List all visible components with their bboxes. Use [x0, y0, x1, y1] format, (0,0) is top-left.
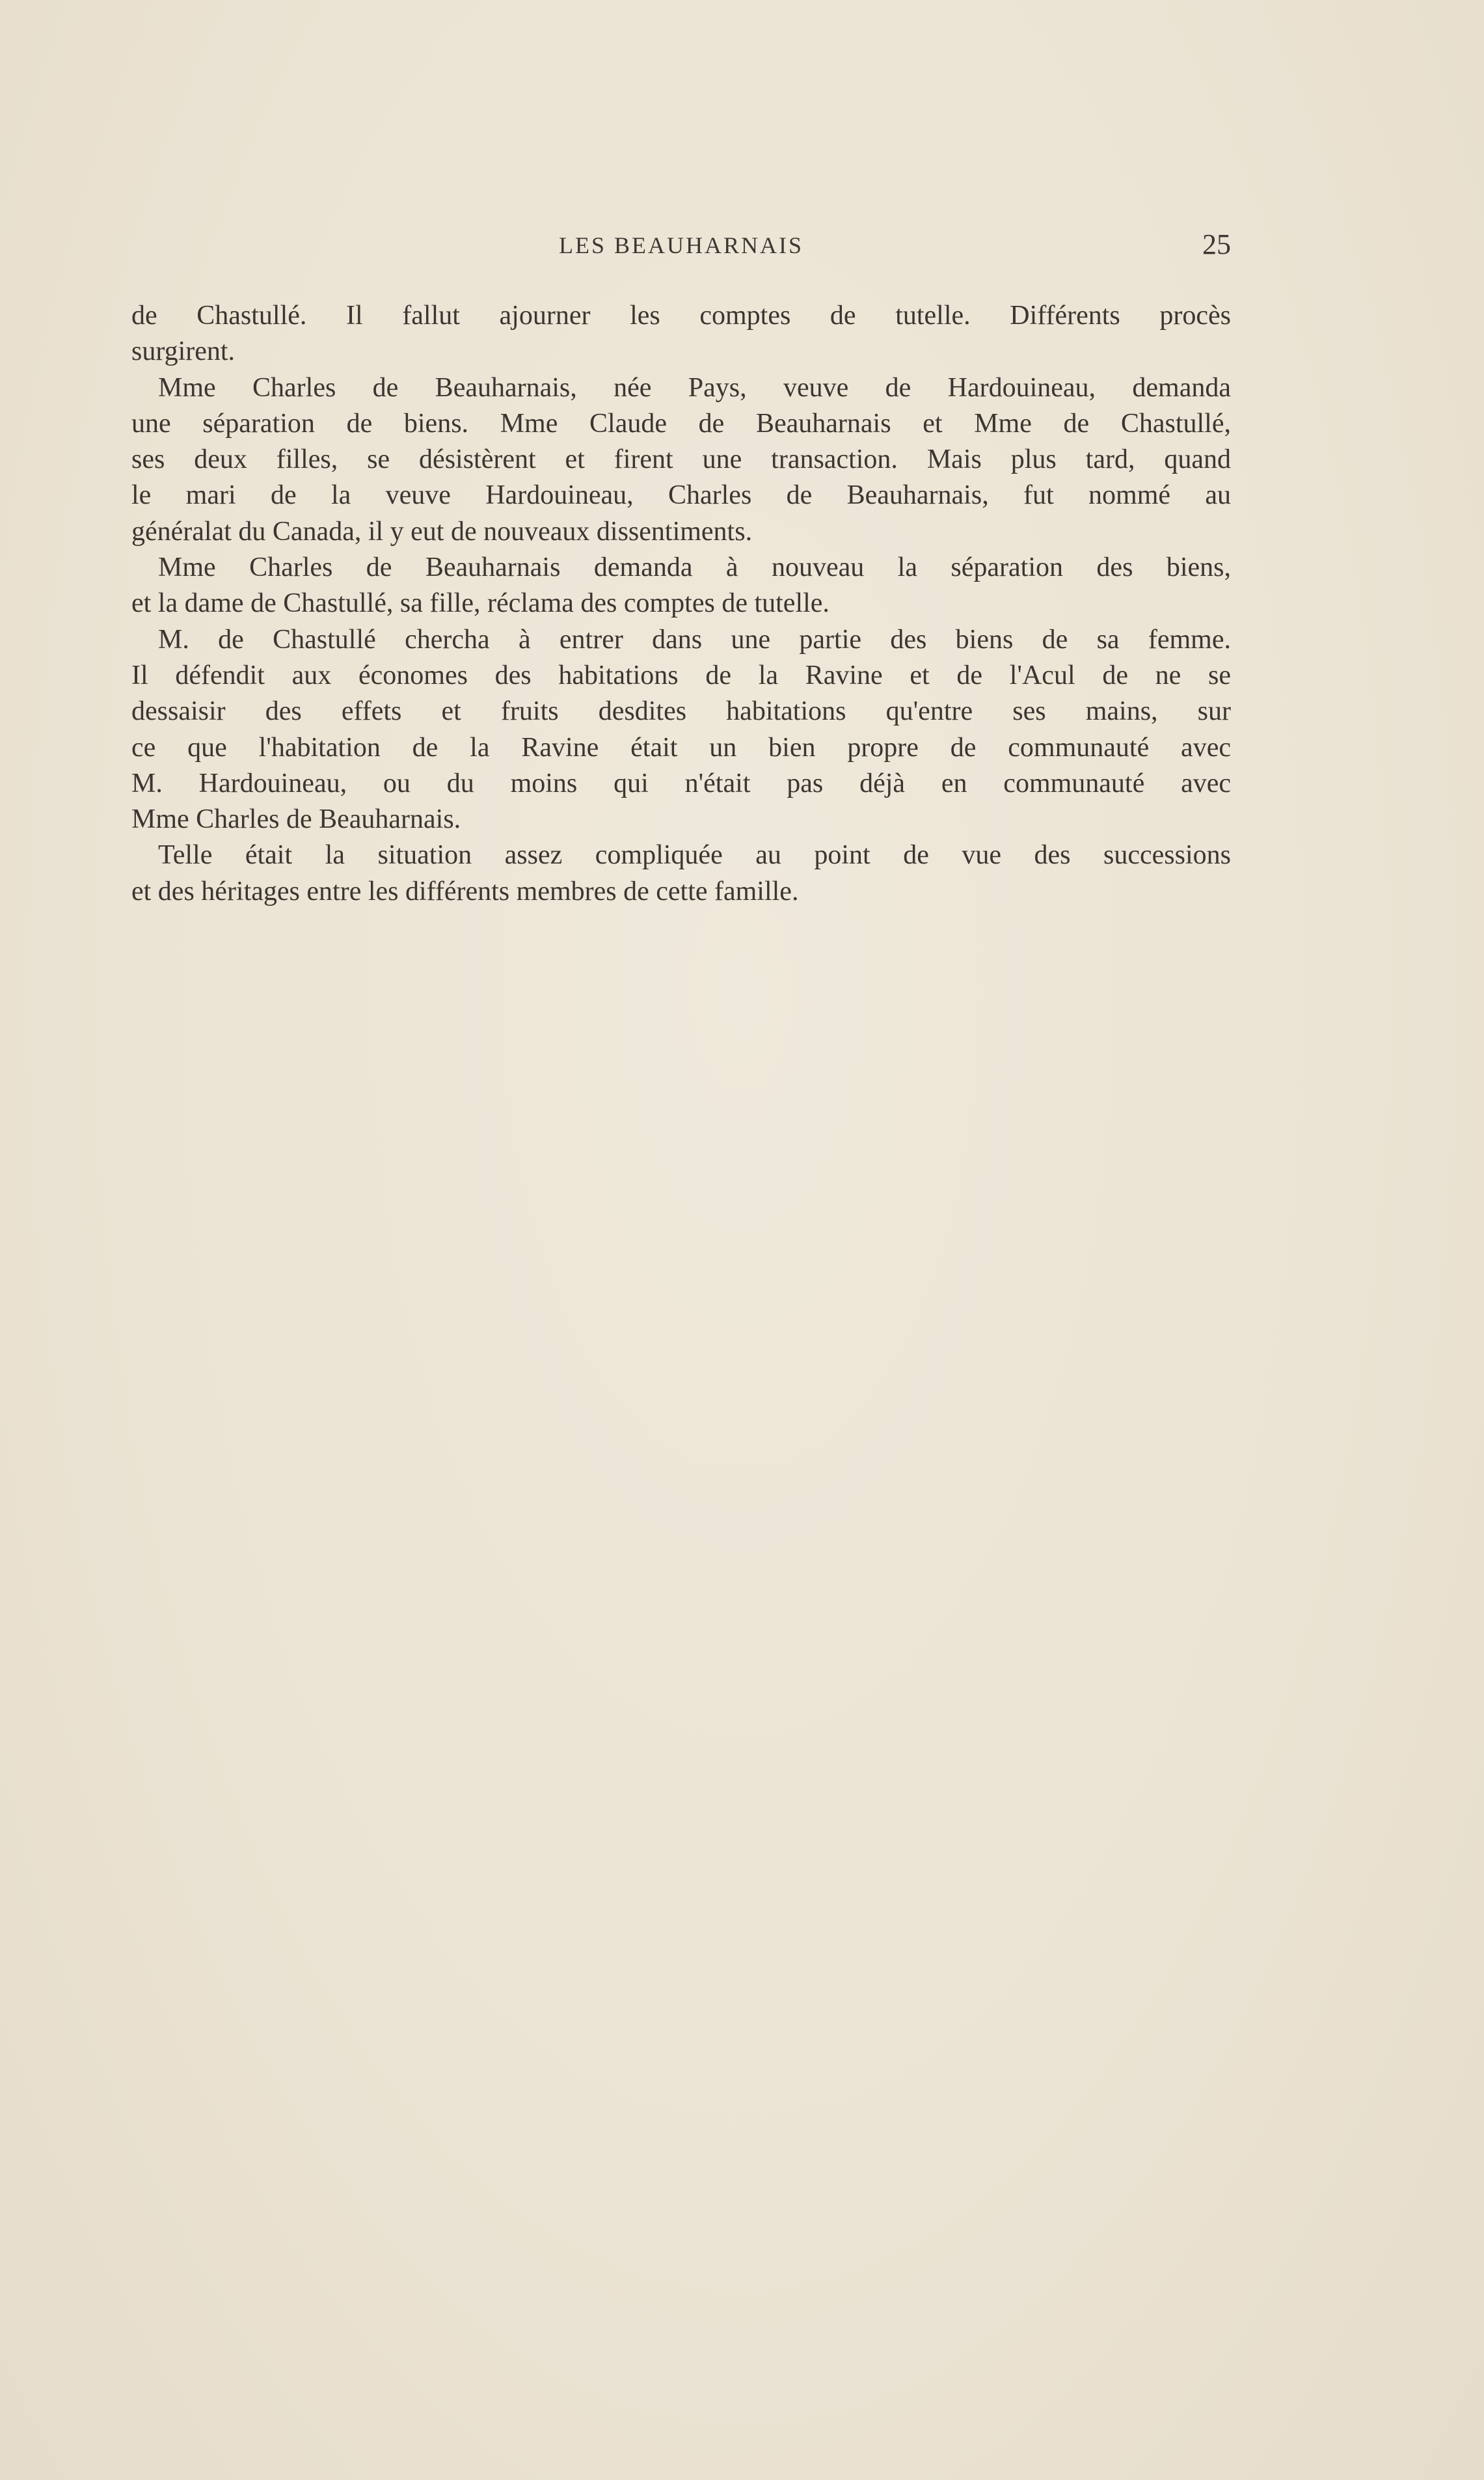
text-line: dessaisir des effets et fruits desdites habitations qu'entre ses mains, sur	[131, 696, 1231, 727]
paragraph	[131, 298, 1231, 370]
running-header	[131, 229, 1231, 262]
paragraph	[131, 622, 1231, 838]
body-text	[131, 298, 1231, 910]
paragraph	[131, 838, 1231, 910]
text-line: et la dame de Chastullé, sa fille, réclama des comptes de tutelle.	[131, 588, 830, 619]
text-line: une séparation de biens. Mme Claude de Beauharnais et Mme de Chastullé,	[131, 408, 1231, 439]
text-line: M. Hardouineau, ou du moins qui n'était pas déjà en communauté avec	[131, 768, 1231, 798]
text-line: M. de Chastullé chercha à entrer dans une partie des biens de sa femme.	[158, 624, 1231, 655]
paragraph	[131, 370, 1231, 550]
text-line: ses deux filles, se désistèrent et firent une transaction. Mais plus tard, quand	[131, 444, 1231, 475]
paragraph	[131, 550, 1231, 622]
text-line: de Chastullé. Il fallut ajourner les comptes de tutelle. Différents procès	[131, 301, 1231, 331]
text-line: Mme Charles de Beauharnais, née Pays, veuve de Hardouineau, demanda	[158, 372, 1231, 403]
text-line: généralat du Canada, il y eut de nouveaux dissentiments.	[131, 516, 753, 547]
text-line: Mme Charles de Beauharnais.	[131, 804, 461, 835]
page-number: 25	[1202, 228, 1231, 260]
text-line: et des héritages entre les différents membres de cette famille.	[131, 876, 799, 906]
text-line: surgirent.	[131, 336, 236, 367]
text-line: le mari de la veuve Hardouineau, Charles de Beauharnais, fut nommé au	[131, 480, 1231, 511]
text-line: ce que l'habitation de la Ravine était un bien propre de communauté avec	[131, 732, 1231, 763]
text-line: Mme Charles de Beauharnais demanda à nouveau la séparation des biens,	[158, 552, 1231, 583]
text-line: Telle était la situation assez compliquée au point de vue des successions	[158, 840, 1231, 871]
text-line: Il défendit aux économes des habitations de la Ravine et de l'Acul de ne se	[131, 660, 1231, 690]
running-title: LES BEAUHARNAIS	[558, 232, 803, 258]
